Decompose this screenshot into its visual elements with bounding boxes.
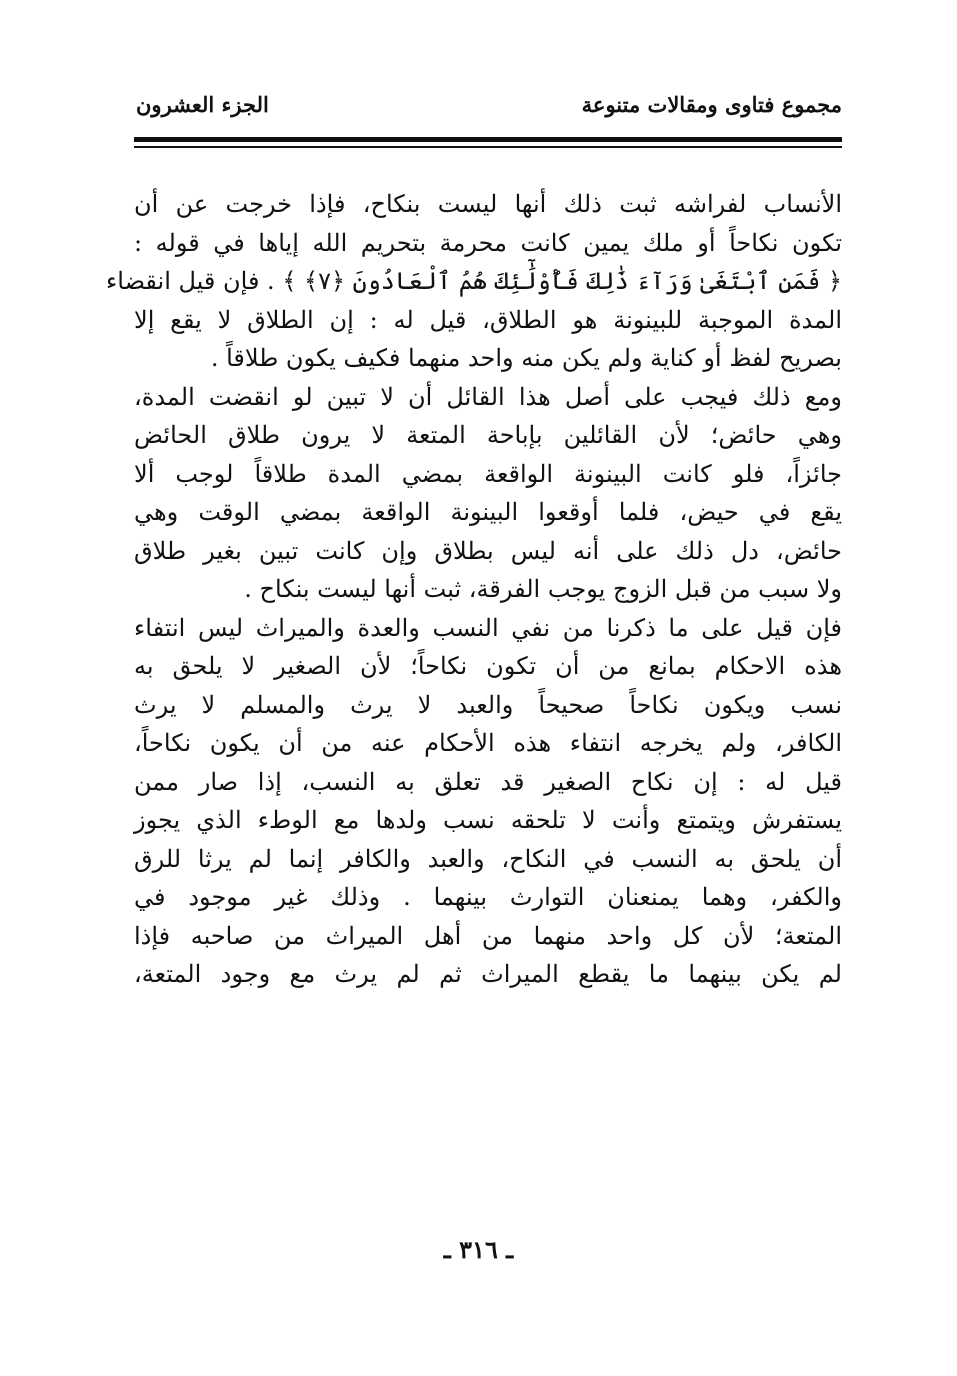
text-line: حائض، دل ذلك على أنه ليس بطلاق وإن كانت تبين بغير طلاق [134, 536, 842, 565]
text-line: الكافر، ولم يخرجه انتفاء هذه الأحكام عنه من أن يكون نكاحاً، [134, 729, 842, 757]
page-header [134, 88, 842, 132]
text-line: وهي حائض؛ لأن القائلين بإباحة المتعة لا يرون طلاق الحائض [134, 421, 842, 449]
text-line: والكفر، وهما يمنعنان التوارث بينهما . وذلك غير موجود في [134, 883, 842, 911]
text-line: يقع في حيض، فلما أوقعوا البينونة الواقعة بمضي الوقت وهي [134, 498, 842, 526]
quran-verse-line: ﴿ فَمَنِ ٱبْتَغَىٰ وَرَآءَ ذَٰلِكَ فَأُوْلَٰٓئِكَ هُمُ ٱلْعَادُونَ ﴿٧﴾ ﴾ . فإن قيل انقضاء [105, 267, 842, 295]
text-line: ومع ذلك فيجب على أصل هذا القائل أن لا تبين لو انقضت المدة، [134, 382, 842, 411]
header-rule-thick [134, 137, 842, 142]
text-line: يستفرش ويتمتع وأنت لا تلحقه نسب ولدها مع الوطء الذي يجوز [134, 806, 842, 834]
text-line: المدة الموجبة للبينونة هو الطلاق، قيل له : إن الطلاق لا يقع إلا [134, 305, 842, 334]
text-line: لم يكن بينهما ما يقطع الميراث ثم لم يرث مع وجود المتعة، [134, 960, 842, 988]
text-line: ولا سبب من قبل الزوج يوجب الفرقة، ثبت أنها ليست بنكاح . [244, 575, 842, 603]
volume-label: الجزء العشرون [136, 92, 269, 117]
page-number: ـ ٣١٦ ـ [443, 1235, 514, 1264]
text-line: نسب ويكون نكاحاً صحيحاً والعبد لا يرث والمسلم لا يرث [134, 690, 842, 719]
header-rule-thin [134, 146, 842, 148]
text-line: المتعة؛ لأن كل واحد منهما من أهل الميراث من صاحبه فإذا [134, 921, 842, 950]
text-line: جائزاً، فلو كانت البينونة الواقعة بمضي المدة طلاقاً لوجب ألا [134, 459, 842, 488]
text-line: بصريح لفظ أو كناية ولم يكن منه واحد منهما فكيف يكون طلاقاً . [210, 344, 842, 372]
text-line: تكون نكاحاً أو ملك يمين كانت محرمة بتحريم الله إياها في قوله : [134, 228, 842, 257]
text-line: أن يلحق به النسب في النكاح، والعبد والكافر إنما لم يرثا للرق [134, 844, 842, 873]
book-title: مجموع فتاوى ومقالات متنوعة [581, 92, 842, 117]
text-line: قيل له : إن نكاح الصغير قد تعلق به النسب، إذا صار ممن [134, 767, 842, 796]
text-line: الأنساب لفراشه ثبت ذلك أنها ليست بنكاح، فإذا خرجت عن أن [134, 190, 842, 218]
text-line: فإن قيل على ما ذكرنا من نفي النسب والعدة والميراث ليس انتفاء [134, 613, 842, 642]
text-line: هذه الاحكام بمانع من أن تكون نكاحاً؛ لأن الصغير لا يلحق به [134, 652, 842, 680]
body-text [105, 185, 842, 994]
